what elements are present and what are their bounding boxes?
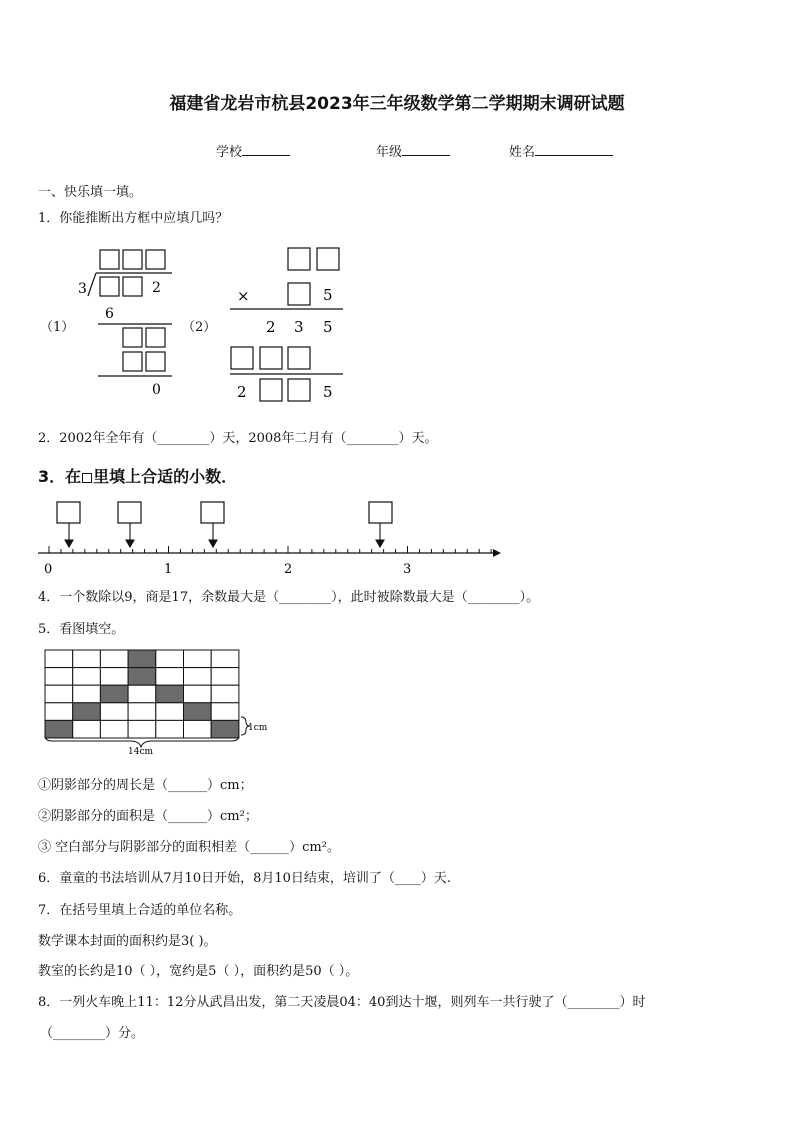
grid-cell [156,650,184,668]
grid-cell [45,685,73,703]
grid-cell [73,668,101,686]
partial-digit: 2 [266,318,276,336]
q8-line-2: （________）分。 [40,1026,145,1041]
grid-cell [73,650,101,668]
name-blank [535,143,613,156]
answer-box[interactable] [369,502,392,523]
height-label: 1cm [248,723,268,733]
pointer-arrowhead [209,540,217,547]
width-label: 14cm [128,747,154,757]
grid-cell [45,668,73,686]
grid-cell [211,703,239,721]
question-5: 5．看图填空。 [38,622,125,637]
answer-box[interactable] [123,250,142,269]
grid-cell [128,720,156,738]
grid-cell [100,720,128,738]
q5-sub-3: ③ 空白部分与阴影部分的面积相差（______）cm²。 [38,840,340,855]
answer-box[interactable] [57,502,80,523]
pointer-arrowhead [126,540,134,547]
grade-label: 年级 [376,145,403,160]
grid-cell [211,685,239,703]
grid-cell [211,668,239,686]
shaded-cell [211,720,239,738]
remainder: 0 [152,382,161,398]
answer-box[interactable] [288,347,310,369]
answer-box[interactable] [288,283,310,305]
q1-part2-label: （2） [182,320,217,335]
answer-box[interactable] [260,379,282,401]
q7-line-1: 数学课本封面的面积约是3( )。 [38,934,217,949]
grid-cell [128,685,156,703]
grid-cell [211,650,239,668]
dividend-digit: 2 [152,280,161,296]
answer-box[interactable] [201,502,224,523]
shaded-cell [100,685,128,703]
question-1: 1．你能推断出方框中应填几吗？ [38,211,229,226]
grid-cell [184,685,212,703]
grade-blank [402,143,450,156]
question-2: 2．2002年全年有（________）天，2008年二月有（________）天。 [38,431,438,446]
subtract-digit: 6 [105,306,114,322]
grid-figure [40,646,280,758]
shaded-cell [184,703,212,721]
grid-cell [184,668,212,686]
grid-cell [73,685,101,703]
divisor: 3 [78,281,87,297]
q3-text-before: 3．在 [38,467,82,486]
grid-cell [100,650,128,668]
axis-label-3: 3 [403,562,412,577]
shaded-cell [156,685,184,703]
answer-box[interactable] [146,250,165,269]
grid-cell [45,650,73,668]
axis-arrowhead [493,549,501,557]
grid-cell [156,703,184,721]
question-6: 6．童童的书法培训从7月10日开始，8月10日结束，培训了（____）天. [38,871,452,886]
shaded-cell [128,650,156,668]
multiplier-digit: 5 [323,286,333,304]
axis-label-1: 1 [164,562,173,577]
grid-cell [156,668,184,686]
q7-line-2: 教室的长约是10（ ），宽约是5（ ），面积约是50（ ）。 [38,964,359,979]
grid-cell [184,650,212,668]
name-label: 姓名 [509,145,536,160]
grid-cell [128,703,156,721]
q1-multiplication-figure [225,244,355,409]
pointer-arrowhead [376,540,384,547]
question-4: 4．一个数除以9，商是17，余数最大是（________），此时被除数最大是（________）。 [38,590,540,605]
times-sign: × [237,287,250,305]
q5-sub-2: ②阴影部分的面积是（______）cm²； [38,809,258,824]
grid-cell [156,720,184,738]
answer-box[interactable] [146,352,165,371]
answer-box[interactable] [118,502,141,523]
page-title: 福建省龙岩市杭县2023年三年级数学第二学期期末调研试题 [169,94,625,114]
answer-box[interactable] [231,347,253,369]
answer-box[interactable] [100,250,119,269]
answer-box[interactable] [123,277,142,296]
question-3 [38,464,237,487]
section-heading: 一、快乐填一填。 [38,185,143,200]
answer-box[interactable] [317,248,339,270]
answer-box[interactable] [146,328,165,347]
school-field [216,141,290,160]
answer-box[interactable] [288,379,310,401]
grid-cell [184,720,212,738]
name-field [509,141,613,160]
grid-cell [100,668,128,686]
shaded-cell [45,720,73,738]
q3-text-after: 里填上合适的小数． [93,467,238,486]
axis-label-0: 0 [44,562,53,577]
question-8: 8．一列火车晚上11：12分从武昌出发，第二天凌晨04：40到达十堰，则列车一共行驶了（________）时 [38,995,646,1010]
partial-digit: 5 [323,318,333,336]
small-box-icon [82,473,92,483]
shaded-cell [128,668,156,686]
number-line [30,496,510,578]
q5-sub-1: ①阴影部分的周长是（______）cm； [38,778,253,793]
answer-box[interactable] [123,352,142,371]
q1-division-figure [74,244,184,404]
shaded-cell [73,703,101,721]
answer-box[interactable] [260,347,282,369]
result-digit: 2 [237,383,247,401]
grade-field [376,141,450,160]
partial-digit: 3 [294,318,304,336]
grid-cell [73,720,101,738]
result-digit: 5 [323,383,333,401]
question-7: 7．在括号里填上合适的单位名称。 [38,903,242,918]
school-label: 学校 [216,145,243,160]
axis-label-2: 2 [284,562,293,577]
pointer-arrowhead [65,540,73,547]
answer-box[interactable] [123,328,142,347]
q1-part1-label: （1） [40,320,75,335]
grid-cell [100,703,128,721]
answer-box[interactable] [288,248,310,270]
answer-box[interactable] [100,277,119,296]
grid-cell [45,703,73,721]
school-blank [242,143,290,156]
